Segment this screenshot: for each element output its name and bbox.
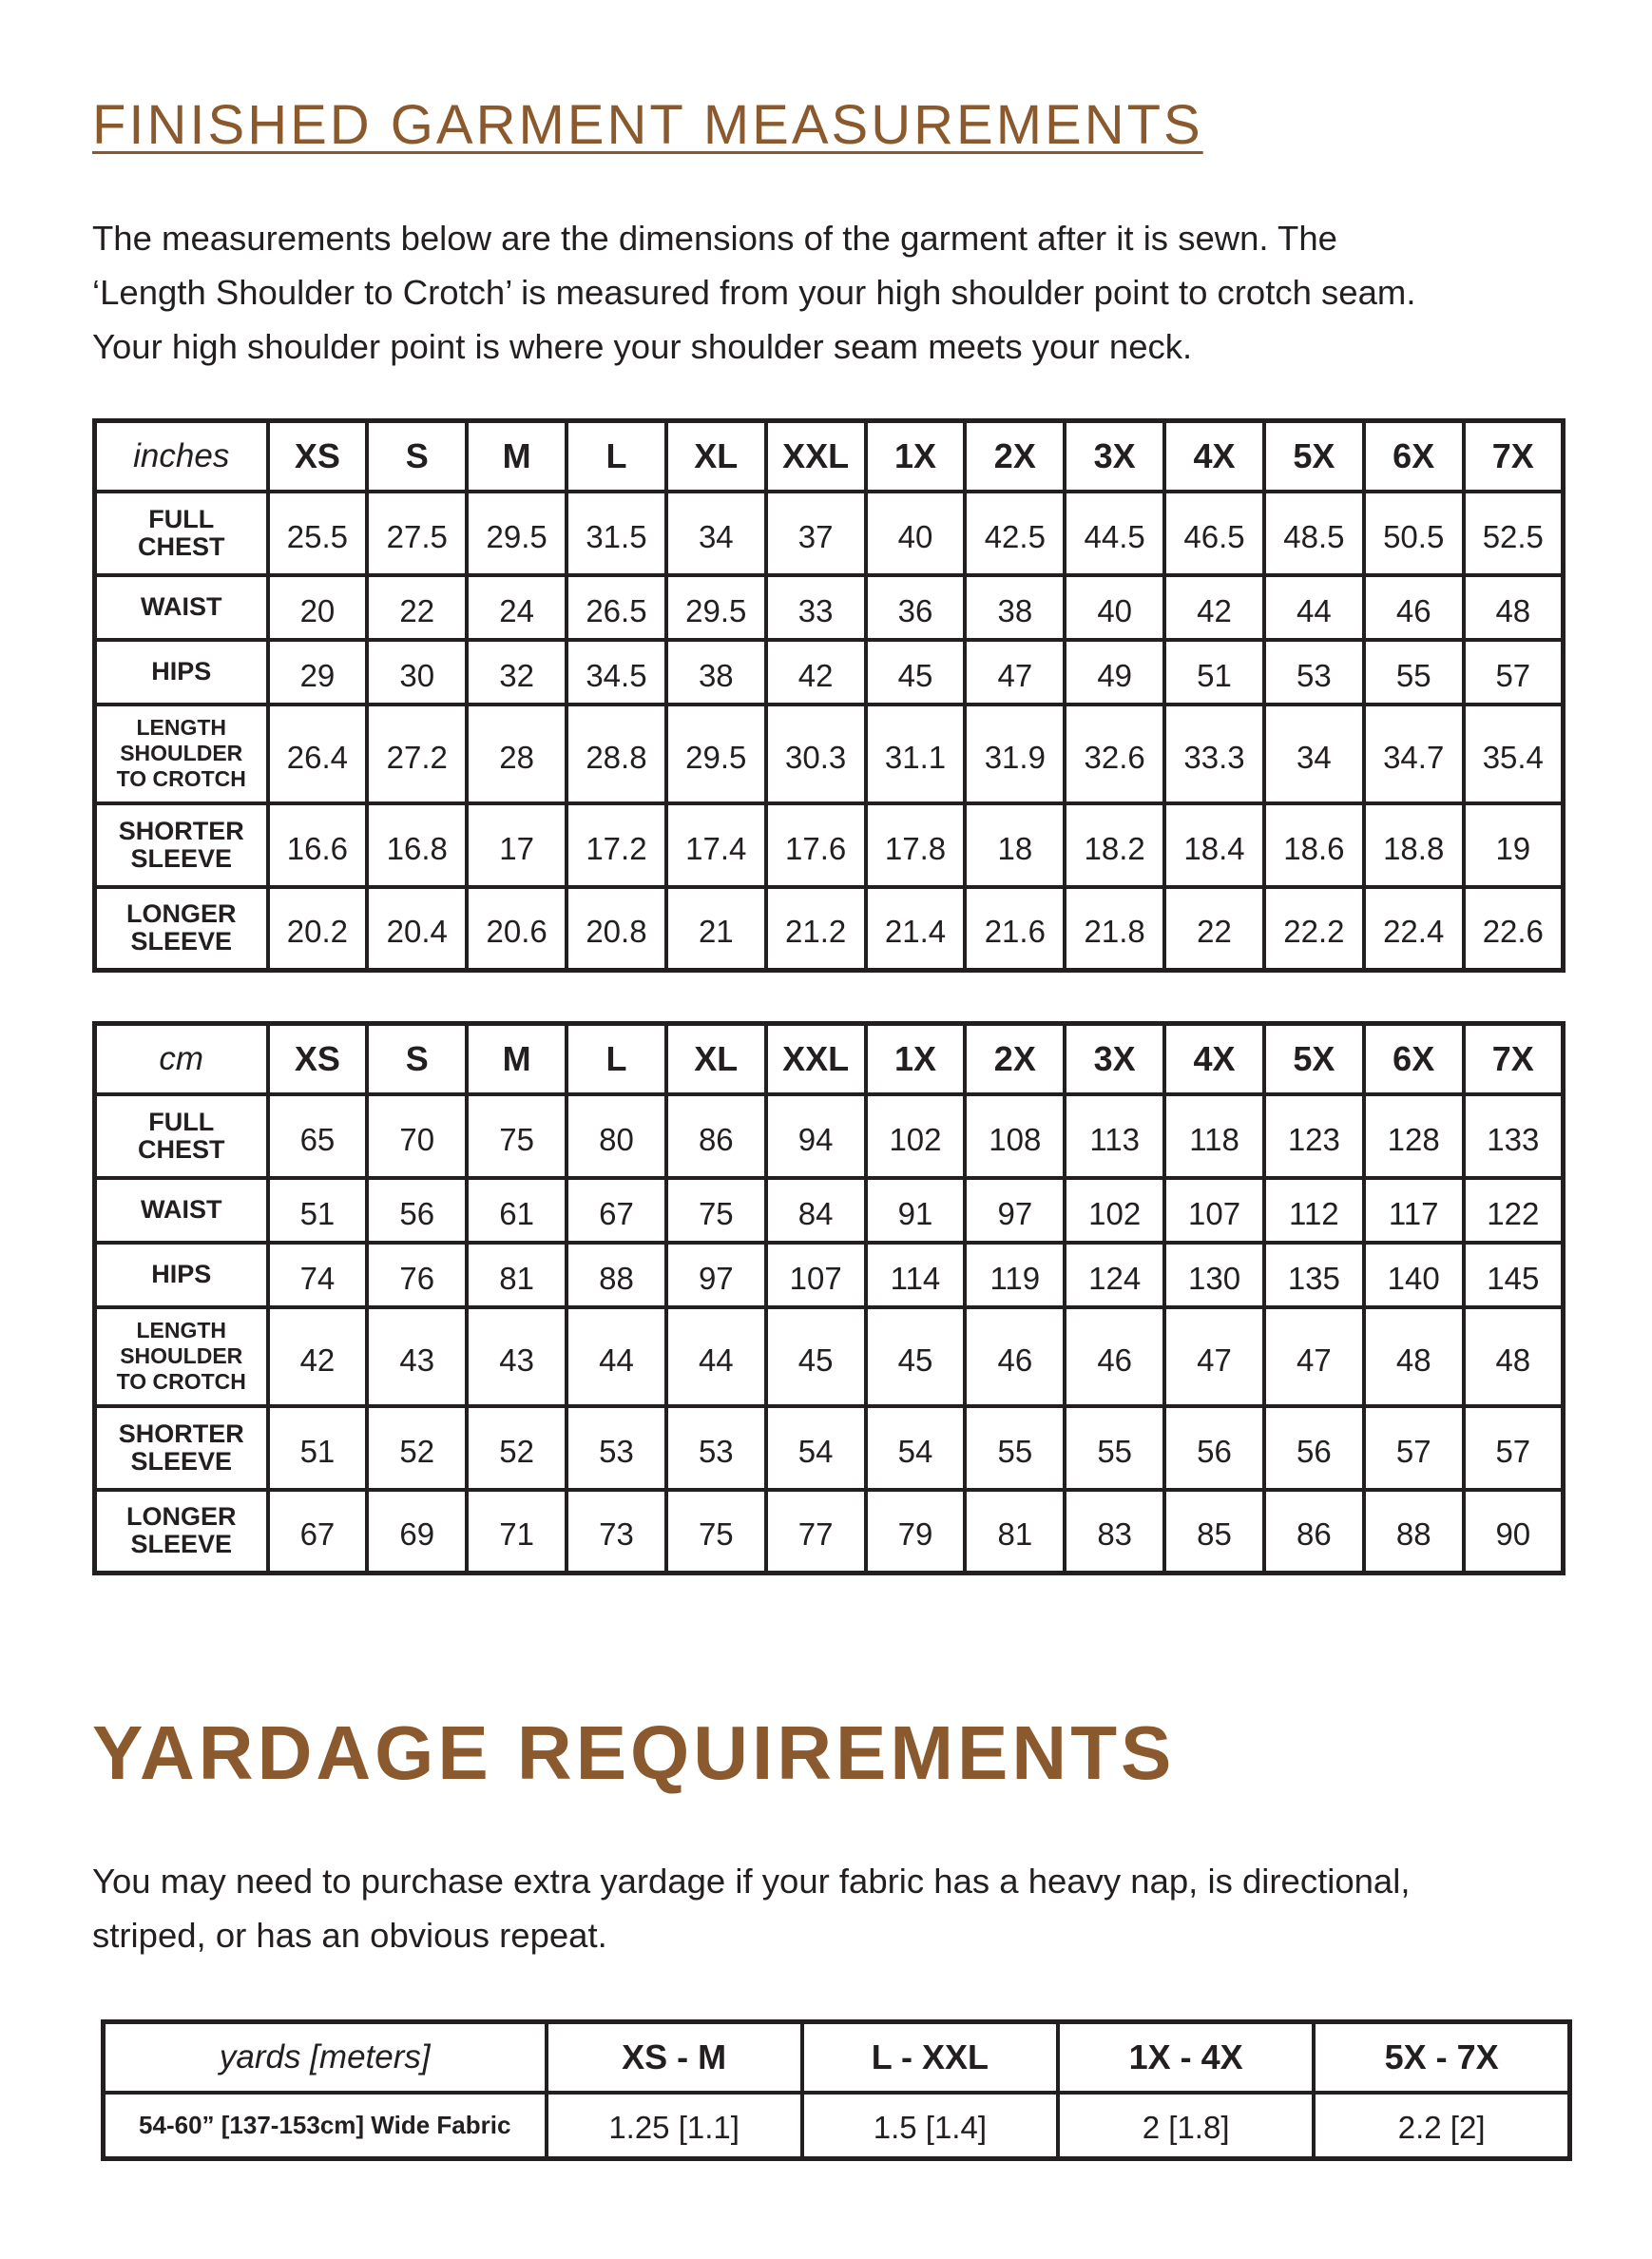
measurement-value: 24 — [467, 575, 567, 640]
measurement-value: 53 — [567, 1406, 666, 1490]
measurement-value: 130 — [1164, 1243, 1264, 1307]
measurement-value: 38 — [965, 575, 1065, 640]
row-label: 54-60” [137-153cm] Wide Fabric — [104, 2093, 547, 2159]
measurement-value: 33 — [766, 575, 866, 640]
measurement-value: 29.5 — [467, 492, 567, 575]
row-label-line: HIPS — [151, 1260, 212, 1288]
measurement-value: 53 — [1264, 640, 1364, 705]
measurement-value: 34 — [666, 492, 766, 575]
measurements-title: FINISHED GARMENT MEASUREMENTS — [92, 94, 1203, 156]
size-header: S — [367, 1024, 467, 1094]
row-label — [95, 492, 268, 575]
measurement-value: 34.5 — [567, 640, 666, 705]
measurement-value: 40 — [866, 492, 966, 575]
measurement-value: 46 — [965, 1307, 1065, 1406]
measurement-value: 27.2 — [367, 705, 467, 803]
measurement-value: 52 — [367, 1406, 467, 1490]
measurement-value: 56 — [367, 1178, 467, 1243]
measurement-value: 21 — [666, 887, 766, 971]
measurement-value: 38 — [666, 640, 766, 705]
measurement-value: 20.8 — [567, 887, 666, 971]
row-label — [95, 640, 268, 705]
measurement-value: 70 — [367, 1094, 467, 1178]
measurement-value: 75 — [666, 1178, 766, 1243]
measurement-value: 29.5 — [666, 705, 766, 803]
measurement-value: 114 — [866, 1243, 966, 1307]
intro-line: You may need to purchase extra yardage if your fabric has a heavy nap, is directional, — [92, 1862, 1411, 1901]
measurement-value: 22 — [1164, 887, 1264, 971]
measurement-value: 112 — [1264, 1178, 1364, 1243]
table-row — [95, 1094, 1564, 1178]
intro-line: Your high shoulder point is where your shoulder seam meets your neck. — [92, 327, 1193, 366]
measurement-value: 135 — [1264, 1243, 1364, 1307]
measurement-value: 77 — [766, 1490, 866, 1574]
measurement-value: 122 — [1464, 1178, 1564, 1243]
measurement-value: 117 — [1364, 1178, 1464, 1243]
row-label-line: FULL — [148, 504, 215, 533]
measurement-value: 27.5 — [367, 492, 467, 575]
measurement-value: 46.5 — [1164, 492, 1264, 575]
unit-header: inches — [95, 421, 268, 492]
yardage-value: 2 [1.8] — [1058, 2093, 1314, 2159]
measurement-value: 44.5 — [1065, 492, 1164, 575]
measurement-value: 33.3 — [1164, 705, 1264, 803]
measurement-value: 75 — [666, 1490, 766, 1574]
measurement-value: 17.2 — [567, 803, 666, 887]
size-header: XL — [666, 1024, 766, 1094]
measurement-value: 88 — [1364, 1490, 1464, 1574]
measurement-value: 21.2 — [766, 887, 866, 971]
measurement-value: 51 — [1164, 640, 1264, 705]
size-header: 6X — [1364, 421, 1464, 492]
measurement-value: 45 — [866, 640, 966, 705]
measurement-value: 97 — [965, 1178, 1065, 1243]
measurement-value: 47 — [1264, 1307, 1364, 1406]
measurement-value: 44 — [666, 1307, 766, 1406]
measurement-value: 31.5 — [567, 492, 666, 575]
yardage-size-header: 1X - 4X — [1058, 2022, 1314, 2093]
row-label-line: WAIST — [141, 1195, 222, 1224]
row-label-line: SLEEVE — [130, 1530, 233, 1559]
measurement-value: 34.7 — [1364, 705, 1464, 803]
measurement-value: 48 — [1464, 575, 1564, 640]
measurement-value: 83 — [1065, 1490, 1164, 1574]
size-header: 4X — [1164, 421, 1264, 492]
row-label — [95, 1094, 268, 1178]
row-label — [95, 575, 268, 640]
measurement-value: 48.5 — [1264, 492, 1364, 575]
measurement-value: 32 — [467, 640, 567, 705]
measurement-value: 51 — [268, 1178, 368, 1243]
measurement-value: 18.8 — [1364, 803, 1464, 887]
measurement-value: 22.6 — [1464, 887, 1564, 971]
measurement-value: 16.8 — [367, 803, 467, 887]
table-row — [95, 705, 1564, 803]
measurement-value: 46 — [1065, 1307, 1164, 1406]
measurement-value: 19 — [1464, 803, 1564, 887]
yardage-size-header: 5X - 7X — [1314, 2022, 1569, 2093]
measurement-value: 65 — [268, 1094, 368, 1178]
table-row — [104, 2093, 1570, 2159]
measurement-value: 107 — [1164, 1178, 1264, 1243]
size-header: 4X — [1164, 1024, 1264, 1094]
measurement-value: 57 — [1464, 640, 1564, 705]
yardage-size-header: XS - M — [547, 2022, 802, 2093]
yardage-size-header: L - XXL — [802, 2022, 1058, 2093]
measurement-value: 42.5 — [965, 492, 1065, 575]
measurement-value: 44 — [1264, 575, 1364, 640]
measurement-value: 108 — [965, 1094, 1065, 1178]
size-header-row — [95, 1024, 1564, 1094]
row-label-line: LENGTH — [136, 715, 227, 740]
measurement-value: 56 — [1164, 1406, 1264, 1490]
measurement-value: 42 — [268, 1307, 368, 1406]
measurement-value: 81 — [965, 1490, 1065, 1574]
measurement-value: 57 — [1464, 1406, 1564, 1490]
measurement-value: 17.4 — [666, 803, 766, 887]
table-row — [95, 1406, 1564, 1490]
yardage-title: YARDAGE REQUIREMENTS — [92, 1710, 1176, 1795]
measurement-value: 80 — [567, 1094, 666, 1178]
measurement-value: 28.8 — [567, 705, 666, 803]
measurement-value: 123 — [1264, 1094, 1364, 1178]
row-label — [95, 1490, 268, 1574]
measurement-value: 145 — [1464, 1243, 1564, 1307]
row-label-line: HIPS — [151, 657, 212, 685]
measurement-value: 102 — [1065, 1178, 1164, 1243]
size-header: L — [567, 1024, 666, 1094]
measurement-value: 61 — [467, 1178, 567, 1243]
table-row — [95, 492, 1564, 575]
row-label-line: LONGER — [125, 1502, 237, 1532]
row-label — [95, 1307, 268, 1406]
measurement-value: 18.6 — [1264, 803, 1364, 887]
row-label-line: TO CROTCH — [116, 1369, 246, 1394]
table-row — [95, 575, 1564, 640]
measurement-value: 55 — [965, 1406, 1065, 1490]
measurement-value: 47 — [1164, 1307, 1264, 1406]
measurement-value: 40 — [1065, 575, 1164, 640]
row-label-line: LENGTH — [136, 1318, 227, 1342]
measurement-value: 26.4 — [268, 705, 368, 803]
measurement-value: 20.4 — [367, 887, 467, 971]
measurement-value: 37 — [766, 492, 866, 575]
size-header: XXL — [766, 421, 866, 492]
measurement-value: 81 — [467, 1243, 567, 1307]
size-header: 1X — [866, 1024, 966, 1094]
measurements-intro — [92, 211, 1575, 374]
measurement-value: 71 — [467, 1490, 567, 1574]
intro-line: striped, or has an obvious repeat. — [92, 1916, 607, 1955]
yardage-value: 1.5 [1.4] — [802, 2093, 1058, 2159]
row-label — [95, 1243, 268, 1307]
measurement-value: 21.6 — [965, 887, 1065, 971]
measurement-value: 74 — [268, 1243, 368, 1307]
measurement-value: 86 — [1264, 1490, 1364, 1574]
row-label-line: SLEEVE — [130, 843, 233, 873]
measurement-value: 32.6 — [1065, 705, 1164, 803]
inches-measurement-table — [92, 418, 1566, 973]
measurement-value: 102 — [866, 1094, 966, 1178]
size-header: S — [367, 421, 467, 492]
measurement-value: 51 — [268, 1406, 368, 1490]
measurement-value: 119 — [965, 1243, 1065, 1307]
measurement-value: 22.4 — [1364, 887, 1464, 971]
size-header: 7X — [1464, 1024, 1564, 1094]
measurement-value: 86 — [666, 1094, 766, 1178]
size-header: XL — [666, 421, 766, 492]
row-label — [95, 705, 268, 803]
measurement-value: 28 — [467, 705, 567, 803]
measurement-value: 75 — [467, 1094, 567, 1178]
measurement-value: 30 — [367, 640, 467, 705]
measurement-value: 18.2 — [1065, 803, 1164, 887]
size-header: XS — [268, 1024, 368, 1094]
measurement-value: 52.5 — [1464, 492, 1564, 575]
size-header: 2X — [965, 1024, 1065, 1094]
measurement-value: 22.2 — [1264, 887, 1364, 971]
measurement-value: 47 — [965, 640, 1065, 705]
measurement-value: 76 — [367, 1243, 467, 1307]
table-row — [95, 640, 1564, 705]
table-row — [95, 1490, 1564, 1574]
measurement-value: 45 — [866, 1307, 966, 1406]
measurement-value: 31.9 — [965, 705, 1065, 803]
measurement-value: 54 — [766, 1406, 866, 1490]
row-label-line: WAIST — [141, 592, 222, 621]
measurement-value: 48 — [1464, 1307, 1564, 1406]
measurement-value: 73 — [567, 1490, 666, 1574]
size-header: 3X — [1065, 1024, 1164, 1094]
table-row — [95, 803, 1564, 887]
measurement-value: 26.5 — [567, 575, 666, 640]
measurement-value: 29 — [268, 640, 368, 705]
measurement-value: 35.4 — [1464, 705, 1564, 803]
measurement-value: 53 — [666, 1406, 766, 1490]
measurement-value: 44 — [567, 1307, 666, 1406]
size-header: 1X — [866, 421, 966, 492]
size-header: 6X — [1364, 1024, 1464, 1094]
measurement-value: 18 — [965, 803, 1065, 887]
measurement-value: 21.8 — [1065, 887, 1164, 971]
size-header: 3X — [1065, 421, 1164, 492]
size-header: XXL — [766, 1024, 866, 1094]
size-header: M — [467, 421, 567, 492]
measurement-value: 55 — [1065, 1406, 1164, 1490]
measurement-value: 133 — [1464, 1094, 1564, 1178]
row-label-line: SHOULDER — [120, 1343, 243, 1368]
measurement-value: 22 — [367, 575, 467, 640]
measurement-value: 85 — [1164, 1490, 1264, 1574]
size-header: L — [567, 421, 666, 492]
measurement-value: 88 — [567, 1243, 666, 1307]
size-header: 5X — [1264, 421, 1364, 492]
measurement-value: 18.4 — [1164, 803, 1264, 887]
size-header: 2X — [965, 421, 1065, 492]
measurement-value: 16.6 — [268, 803, 368, 887]
intro-line: The measurements below are the dimensions of the garment after it is sewn. The — [92, 219, 1337, 258]
row-label-line: SLEEVE — [130, 1446, 233, 1476]
measurement-value: 48 — [1364, 1307, 1464, 1406]
measurement-value: 50.5 — [1364, 492, 1464, 575]
measurement-value: 20.6 — [467, 887, 567, 971]
table-row — [95, 1243, 1564, 1307]
size-header: 7X — [1464, 421, 1564, 492]
measurement-value: 57 — [1364, 1406, 1464, 1490]
measurement-value: 113 — [1065, 1094, 1164, 1178]
size-header: XS — [268, 421, 368, 492]
size-header: M — [467, 1024, 567, 1094]
measurement-value: 42 — [1164, 575, 1264, 640]
measurement-value: 17.6 — [766, 803, 866, 887]
row-label-line: FULL — [148, 1107, 215, 1136]
measurement-value: 45 — [766, 1307, 866, 1406]
row-label — [95, 1178, 268, 1243]
measurement-value: 140 — [1364, 1243, 1464, 1307]
measurement-value: 46 — [1364, 575, 1464, 640]
row-label-line: SHOULDER — [120, 741, 243, 765]
measurement-value: 84 — [766, 1178, 866, 1243]
yardage-header-row — [104, 2022, 1570, 2093]
row-label — [95, 1406, 268, 1490]
measurement-value: 34 — [1264, 705, 1364, 803]
measurement-value: 97 — [666, 1243, 766, 1307]
measurement-value: 79 — [866, 1490, 966, 1574]
row-label-line: SLEEVE — [130, 927, 233, 956]
yardage-unit-header: yards [meters] — [104, 2022, 547, 2093]
yardage-value: 1.25 [1.1] — [547, 2093, 802, 2159]
measurement-value: 128 — [1364, 1094, 1464, 1178]
measurement-value: 107 — [766, 1243, 866, 1307]
measurement-value: 69 — [367, 1490, 467, 1574]
row-label — [95, 887, 268, 971]
size-header: 5X — [1264, 1024, 1364, 1094]
measurement-value: 52 — [467, 1406, 567, 1490]
row-label-line: CHEST — [137, 531, 225, 561]
measurement-value: 29.5 — [666, 575, 766, 640]
measurement-value: 91 — [866, 1178, 966, 1243]
measurement-value: 118 — [1164, 1094, 1264, 1178]
table-row — [95, 887, 1564, 971]
unit-header: cm — [95, 1024, 268, 1094]
row-label-line: LONGER — [125, 899, 237, 929]
row-label — [95, 803, 268, 887]
measurement-value: 43 — [367, 1307, 467, 1406]
measurement-value: 67 — [268, 1490, 368, 1574]
measurement-value: 30.3 — [766, 705, 866, 803]
measurement-value: 49 — [1065, 640, 1164, 705]
row-label-line: SHORTER — [118, 816, 244, 845]
measurement-value: 36 — [866, 575, 966, 640]
measurement-value: 17.8 — [866, 803, 966, 887]
row-label-line: SHORTER — [118, 1419, 244, 1448]
measurement-value: 31.1 — [866, 705, 966, 803]
measurement-value: 90 — [1464, 1490, 1564, 1574]
measurement-value: 20.2 — [268, 887, 368, 971]
measurement-value: 67 — [567, 1178, 666, 1243]
measurement-value: 54 — [866, 1406, 966, 1490]
size-header-row — [95, 421, 1564, 492]
measurement-value: 21.4 — [866, 887, 966, 971]
measurement-value: 55 — [1364, 640, 1464, 705]
intro-line: ‘Length Shoulder to Crotch’ is measured from your high shoulder point to crotch seam. — [92, 273, 1416, 312]
measurement-value: 94 — [766, 1094, 866, 1178]
measurement-value: 17 — [467, 803, 567, 887]
measurement-value: 56 — [1264, 1406, 1364, 1490]
yardage-intro — [92, 1854, 1575, 1962]
measurement-value: 20 — [268, 575, 368, 640]
measurement-value: 25.5 — [268, 492, 368, 575]
yardage-table — [101, 2019, 1572, 2161]
table-row — [95, 1178, 1564, 1243]
yardage-value: 2.2 [2] — [1314, 2093, 1569, 2159]
table-row — [95, 1307, 1564, 1406]
row-label-line: CHEST — [137, 1134, 225, 1164]
measurement-value: 124 — [1065, 1243, 1164, 1307]
row-label-line: TO CROTCH — [116, 766, 246, 791]
measurement-value: 42 — [766, 640, 866, 705]
cm-measurement-table — [92, 1021, 1566, 1575]
measurement-value: 43 — [467, 1307, 567, 1406]
